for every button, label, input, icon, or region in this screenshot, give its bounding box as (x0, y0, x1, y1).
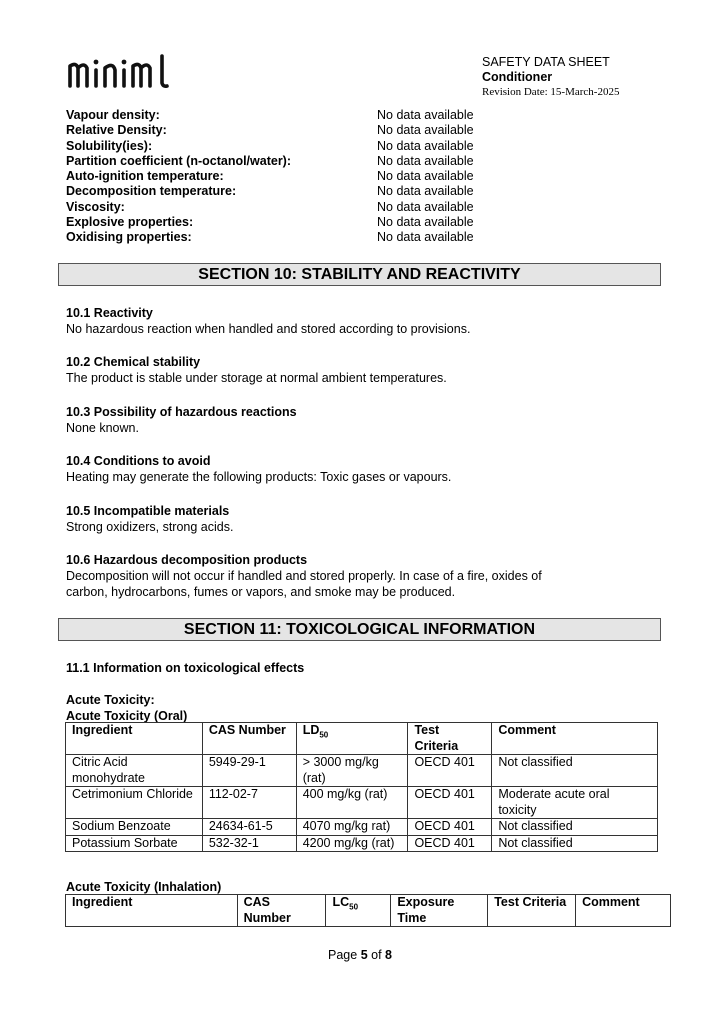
comment-cell: Moderate acute oral toxicity (492, 787, 658, 819)
comment-cell: Not classified (492, 755, 658, 787)
incompatible-materials-block (66, 503, 666, 535)
property-label: Explosive properties: (66, 215, 194, 230)
ingredient-cell: Cetrimonium Chloride (66, 787, 203, 819)
lc-subscript: 50 (349, 902, 359, 912)
chemical-stability-block (66, 354, 666, 386)
oral-toxicity-table (65, 722, 658, 852)
subsection-heading: 11.1 Information on toxicological effects (66, 661, 305, 675)
property-label: Relative Density: (66, 123, 167, 138)
column-header: CAS Number (202, 723, 296, 755)
acute-toxicity-heading: Acute Toxicity: (66, 693, 155, 707)
property-row (66, 139, 666, 154)
table-row (66, 835, 658, 852)
table-row (66, 755, 658, 787)
test-cell: OECD 401 (408, 787, 492, 819)
column-header (326, 895, 391, 927)
property-value: No data available (377, 230, 474, 245)
table-row (66, 819, 658, 836)
inhalation-heading-block (66, 879, 666, 895)
property-label: Partition coefficient (n-octanol/water): (66, 153, 292, 168)
property-label: Decomposition temperature: (66, 184, 237, 199)
property-row (66, 123, 666, 138)
product-name: Conditioner (482, 70, 553, 84)
ingredient-cell: Sodium Benzoate (66, 819, 203, 836)
property-value: No data available (377, 199, 474, 214)
property-value: No data available (377, 215, 474, 230)
subsection-text: Decomposition will not occur if handled and stored properly. In case of a fire, oxides of carbon, hydrocarbons, fumes or vapors, and smoke may be produced. (66, 569, 542, 599)
toxicological-subheading (66, 660, 666, 676)
cas-cell: 24634-61-5 (202, 819, 296, 836)
property-row (66, 230, 666, 245)
subsection-text: Heating may generate the following products: Toxic gases or vapours. (66, 470, 452, 484)
subsection-heading: 10.4 Conditions to avoid (66, 454, 211, 468)
column-header: Comment (576, 895, 671, 927)
table-row (66, 787, 658, 819)
oral-toxicity-heading: Acute Toxicity (Oral) (66, 709, 188, 723)
doc-type: SAFETY DATA SHEET (482, 55, 610, 69)
lc-label: LC (332, 895, 350, 909)
property-label: Solubility(ies): (66, 138, 153, 153)
property-label: Viscosity: (66, 199, 125, 214)
property-row (66, 184, 666, 199)
section-10-title: SECTION 10: STABILITY AND REACTIVITY (58, 263, 661, 286)
conditions-to-avoid-block (66, 453, 666, 485)
subsection-text: None known. (66, 421, 139, 435)
column-header: CAS Number (237, 895, 326, 927)
test-cell: OECD 401 (408, 755, 492, 787)
page-label: Page (328, 948, 358, 962)
property-label: Oxidising properties: (66, 230, 192, 245)
column-header: Comment (492, 723, 658, 755)
comment-cell: Not classified (492, 819, 658, 836)
physical-properties-list (66, 108, 666, 246)
property-row (66, 108, 666, 123)
property-value: No data available (377, 138, 474, 153)
page-total: 8 (385, 948, 392, 962)
property-row (66, 200, 666, 215)
section-11-title: SECTION 11: TOXICOLOGICAL INFORMATION (58, 618, 661, 641)
cas-cell: 112-02-7 (202, 787, 296, 819)
column-header: Exposure Time (391, 895, 488, 927)
cas-cell: 532-32-1 (202, 835, 296, 852)
property-row (66, 215, 666, 230)
inhalation-toxicity-table (65, 894, 671, 927)
reactivity-block (66, 305, 666, 337)
acute-toxicity-heading-block (66, 692, 666, 724)
miniml-logo (66, 52, 176, 92)
property-label: Vapour density: (66, 108, 160, 122)
subsection-heading: 10.6 Hazardous decomposition products (66, 553, 308, 567)
property-value: No data available (377, 108, 474, 122)
page-footer (0, 948, 720, 962)
revision-date: Revision Date: 15-March-2025 (482, 86, 620, 98)
ld50-cell: 4200 mg/kg (rat) (296, 835, 408, 852)
ld50-cell: > 3000 mg/kg (rat) (296, 755, 408, 787)
subsection-heading: 10.1 Reactivity (66, 306, 153, 320)
column-header: Ingredient (66, 723, 203, 755)
test-cell: OECD 401 (408, 819, 492, 836)
table-header-row (66, 723, 658, 755)
of-label: of (371, 948, 382, 962)
ingredient-cell: Potassium Sorbate (66, 835, 203, 852)
column-header: Test Criteria (408, 723, 492, 755)
property-row (66, 169, 666, 184)
subsection-text: No hazardous reaction when handled and stored according to provisions. (66, 322, 471, 336)
page-number: 5 (360, 948, 368, 962)
subsection-text: The product is stable under storage at normal ambient temperatures. (66, 371, 447, 385)
document-header (482, 55, 619, 100)
ld-label: LD (302, 723, 320, 737)
ingredient-cell: Citric Acid monohydrate (66, 755, 203, 787)
property-value: No data available (377, 153, 474, 168)
ld50-cell: 4070 mg/kg rat) (296, 819, 408, 836)
subsection-heading: 10.3 Possibility of hazardous reactions (66, 405, 297, 419)
property-value: No data available (377, 123, 474, 138)
property-value: No data available (377, 184, 474, 199)
test-cell: OECD 401 (408, 835, 492, 852)
column-header: Ingredient (66, 895, 238, 927)
property-value: No data available (377, 169, 474, 184)
decomposition-products-block (66, 552, 586, 600)
cas-cell: 5949-29-1 (202, 755, 296, 787)
subsection-heading: 10.2 Chemical stability (66, 355, 201, 369)
ld-subscript: 50 (319, 730, 329, 740)
comment-cell: Not classified (492, 835, 658, 852)
inhalation-toxicity-heading: Acute Toxicity (Inhalation) (66, 880, 222, 894)
property-row (66, 154, 666, 169)
subsection-text: Strong oxidizers, strong acids. (66, 520, 234, 534)
ld50-cell: 400 mg/kg (rat) (296, 787, 408, 819)
hazardous-reactions-block (66, 404, 666, 436)
table-header-row (66, 895, 671, 927)
column-header: Test Criteria (488, 895, 576, 927)
subsection-heading: 10.5 Incompatible materials (66, 504, 230, 518)
column-header (296, 723, 408, 755)
property-label: Auto-ignition temperature: (66, 169, 224, 184)
